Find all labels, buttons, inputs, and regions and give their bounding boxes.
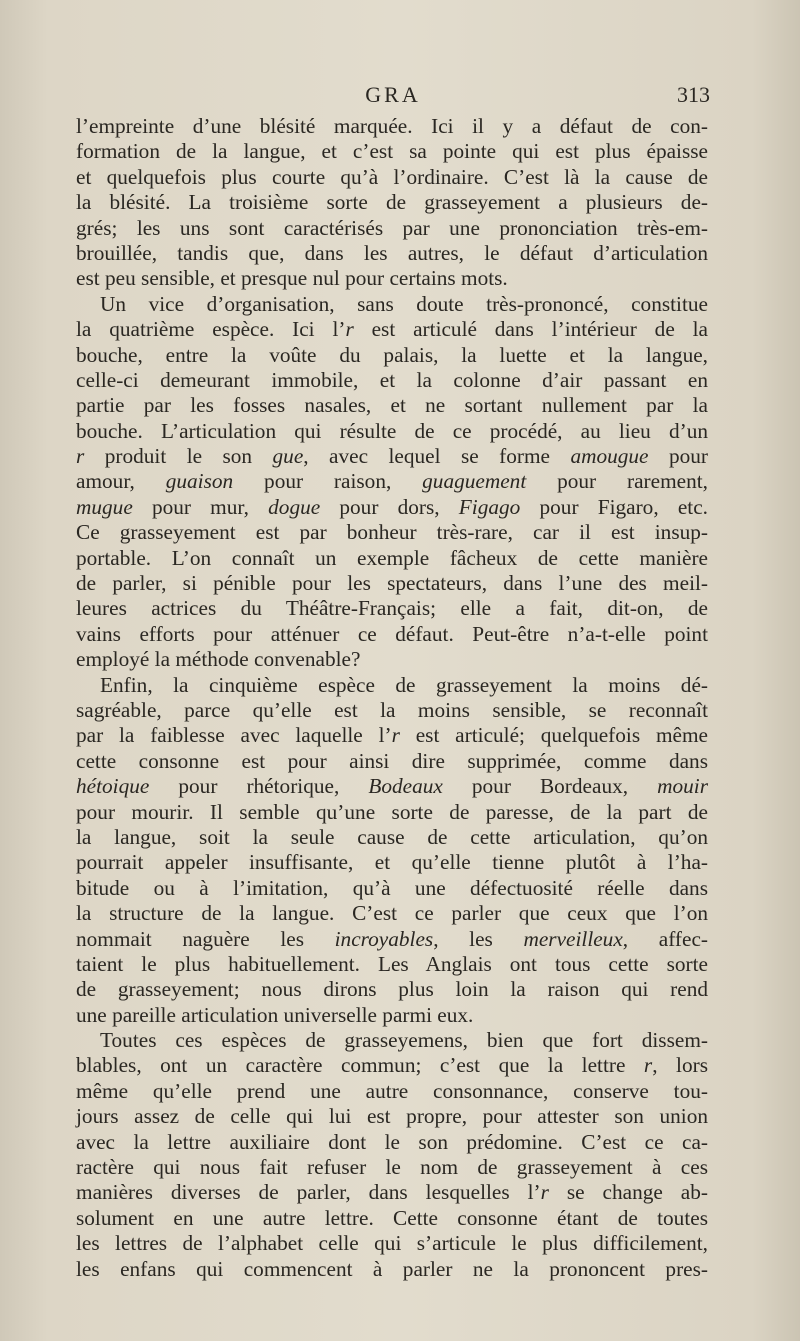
text-line: amour, guaison pour raison, guaguement pour rarement,	[76, 469, 708, 494]
running-title: GRA	[365, 82, 421, 107]
text-line: celle-ci demeurant immobile, et la colonne d’air passant en	[76, 367, 708, 392]
text-line: r produit le son gue, avec lequel se forme amougue pour	[76, 444, 708, 469]
text-line: Un vice d’organisation, sans doute très-prononcé, constitue	[100, 291, 708, 316]
text-line: bitude ou à l’imitation, qu’à une défectuosité réelle dans	[76, 875, 708, 900]
text-line: employé la méthode convenable?	[76, 647, 361, 672]
text-line: de grasseyement; nous dirons plus loin la raison qui rend	[76, 977, 708, 1002]
text-line: Ce grasseyement est par bonheur très-rare, car il est insup-	[76, 520, 708, 545]
text-line: mugue pour mur, dogue pour dors, Figago pour Figaro, etc.	[76, 494, 708, 519]
text-line: solument en une autre lettre. Cette consonne étant de toutes	[76, 1205, 708, 1230]
text-line: cette consonne est pour ainsi dire supprimée, comme dans	[76, 748, 708, 773]
text-line: les enfans qui commencent à parler ne la prononcent pres-	[76, 1256, 708, 1281]
text-line: taient le plus habituellement. Les Anglais ont tous cette sorte	[76, 951, 708, 976]
text-line: les lettres de l’alphabet celle qui s’articule le plus difficilement,	[76, 1231, 708, 1256]
text-line: sagréable, parce qu’elle est la moins sensible, se reconnaît	[76, 697, 708, 722]
text-line: vains efforts pour atténuer ce défaut. Peut-être n’a-t-elle point	[76, 621, 708, 646]
text-line: la blésité. La troisième sorte de grasseyement a plusieurs de-	[76, 190, 708, 215]
text-line: Enfin, la cinquième espèce de grasseyement la moins dé-	[100, 672, 708, 697]
text-line: et quelquefois plus courte qu’à l’ordinaire. C’est là la cause de	[76, 164, 708, 189]
text-line: pour mourir. Il semble qu’une sorte de paresse, de la part de	[76, 799, 708, 824]
page-header	[76, 82, 710, 112]
text-line: la langue, soit la seule cause de cette articulation, qu’on	[76, 824, 708, 849]
text-line: même qu’elle prend une autre consonnance, conserve tou-	[76, 1078, 708, 1103]
text-line: de parler, si pénible pour les spectateurs, dans l’une des meil-	[76, 571, 708, 596]
text-line: leures actrices du Théâtre-Français; elle a fait, dit-on, de	[76, 596, 708, 621]
text-line: est peu sensible, et presque nul pour certains mots.	[76, 266, 508, 291]
text-line: nommait naguère les incroyables, les merveilleux, affec-	[76, 926, 708, 951]
text-line: partie par les fosses nasales, et ne sortant nullement par la	[76, 393, 708, 418]
text-line: pourrait appeler insuffisante, et qu’elle tienne plutôt à l’ha-	[76, 850, 708, 875]
text-line: bouche, entre la voûte du palais, la luette et la langue,	[76, 342, 708, 367]
text-line: portable. L’on connaît un exemple fâcheux de cette manière	[76, 545, 708, 570]
text-line: la quatrième espèce. Ici l’r est articulé dans l’intérieur de la	[76, 317, 708, 342]
text-line: brouillée, tandis que, dans les autres, le défaut d’articulation	[76, 240, 708, 265]
text-line: hétoique pour rhétorique, Bodeaux pour Bordeaux, mouir	[76, 774, 708, 799]
text-line: blables, ont un caractère commun; c’est que la lettre r, lors	[76, 1053, 708, 1078]
text-line: grés; les uns sont caractérisés par une prononciation très-em-	[76, 215, 708, 240]
text-line: une pareille articulation universelle parmi eux.	[76, 1002, 474, 1027]
text-line: jours assez de celle qui lui est propre, pour attester son union	[76, 1104, 708, 1129]
page-number: 313	[677, 82, 710, 107]
text-line: ractère qui nous fait refuser le nom de grasseyement à ces	[76, 1155, 708, 1180]
body-text	[76, 114, 708, 1282]
text-line: Toutes ces espèces de grasseyemens, bien que fort dissem-	[100, 1028, 708, 1053]
text-line: bouche. L’articulation qui résulte de ce procédé, au lieu d’un	[76, 418, 708, 443]
text-line: formation de la langue, et c’est sa pointe qui est plus épaisse	[76, 139, 708, 164]
text-line: l’empreinte d’une blésité marquée. Ici il y a défaut de con-	[76, 114, 708, 138]
text-line: la structure de la langue. C’est ce parler que ceux que l’on	[76, 901, 708, 926]
text-line: avec la lettre auxiliaire dont le son prédomine. C’est ce ca-	[76, 1129, 708, 1154]
text-line: par la faiblesse avec laquelle l’r est articulé; quelquefois même	[76, 723, 708, 748]
text-line: manières diverses de parler, dans lesquelles l’r se change ab-	[76, 1180, 708, 1205]
